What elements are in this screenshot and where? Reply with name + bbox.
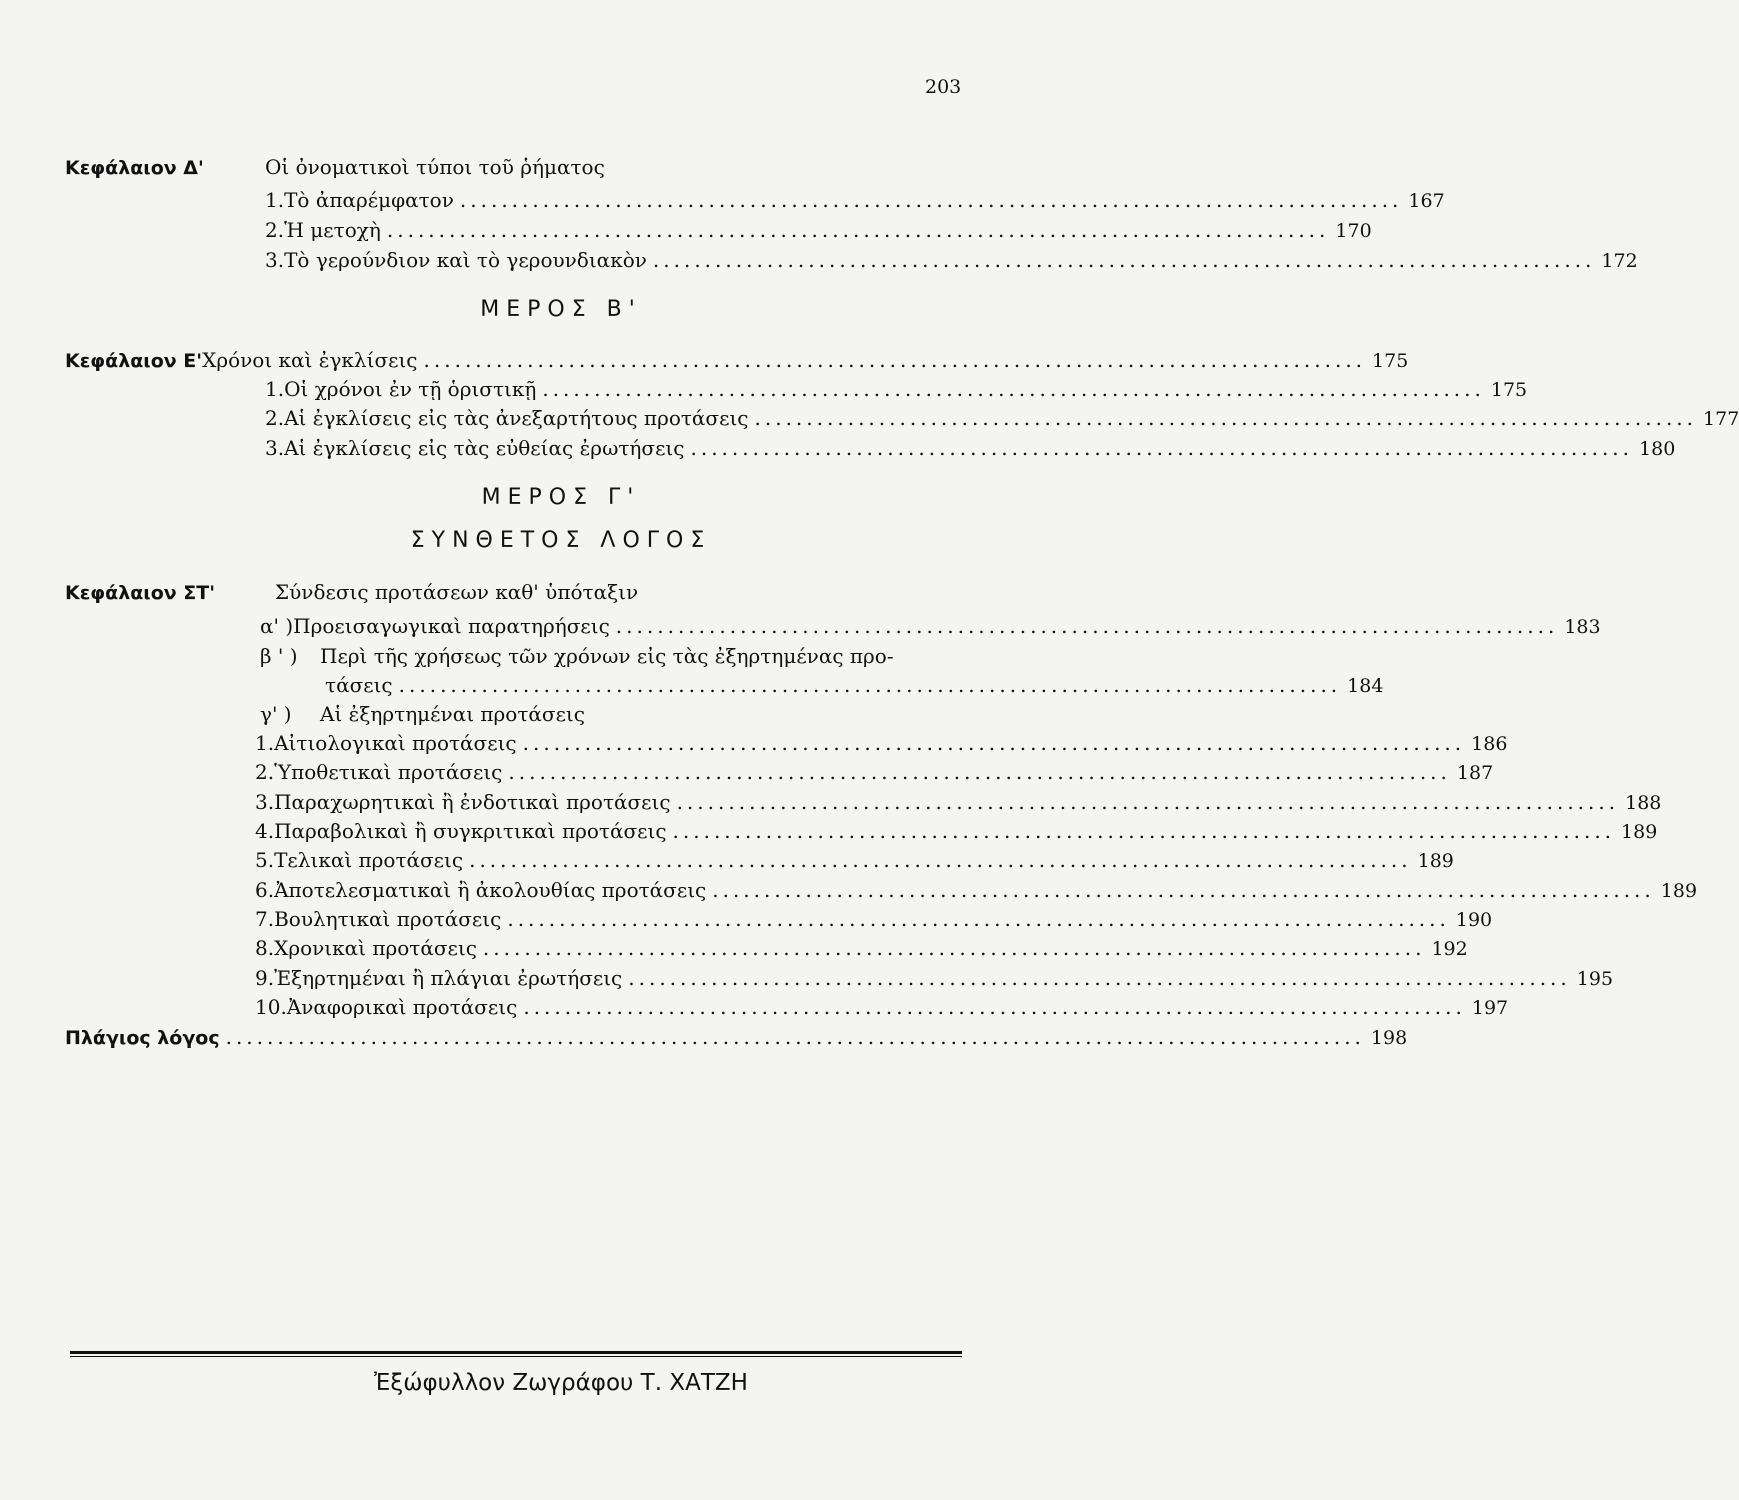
entry-page: 170 xyxy=(1335,220,1372,242)
entry-number: 1. xyxy=(265,188,285,212)
entry-number: 5. xyxy=(255,848,275,872)
part-heading: ΜΕΡΟΣ Β' xyxy=(480,297,642,322)
leader-dots: ........................................................................................... xyxy=(652,248,1596,272)
entry-number: 3. xyxy=(255,790,275,814)
entry-page: 186 xyxy=(1471,733,1508,755)
toc-entry xyxy=(255,936,1468,960)
cover-credit: Ἐξώφυλλον Ζωγράφου Τ. ΧΑΤΖΗ xyxy=(374,1370,748,1396)
entry-text: Προεισαγωγικαὶ παρατηρήσεις xyxy=(293,614,610,638)
closing-label: Πλάγιος λόγος xyxy=(65,1027,220,1049)
footer-rule xyxy=(70,1351,962,1354)
entry-text: Ὑποθετικαὶ προτάσεις xyxy=(274,760,503,784)
toc-entry xyxy=(265,377,1528,401)
leader-dots: ........................................................................................... xyxy=(459,188,1403,212)
leader-dots: ........................................................................................... xyxy=(398,673,1342,697)
entry-text: Παραβολικαὶ ἢ συγκριτικαὶ προτάσεις xyxy=(274,819,667,843)
toc-entry xyxy=(255,790,1662,814)
leader-dots: ........................................................................................... xyxy=(508,760,1451,784)
leader-dots: ........................................................................................... xyxy=(754,406,1698,430)
entry-page: 188 xyxy=(1625,792,1662,814)
entry-number: 1. xyxy=(255,731,275,755)
entry-text: Ἐξηρτημέναι ἢ πλάγιαι ἐρωτήσεις xyxy=(274,966,623,990)
chapter-title: Χρόνοι καὶ ἐγκλίσεις xyxy=(202,348,418,372)
leader-dots: ........................................................................................... xyxy=(676,790,1620,814)
toc-entry xyxy=(255,760,1494,784)
entry-text: Τὸ γερούνδιον καὶ τὸ γερουνδιακὸν xyxy=(284,248,647,272)
entry-page: 189 xyxy=(1417,850,1454,872)
chapter-label: Κεφάλαιον Ε' xyxy=(65,350,203,372)
leader-dots: ........................................................................................... xyxy=(542,377,1485,401)
entry-page: 197 xyxy=(1471,997,1509,1019)
entry-page: 177 xyxy=(1703,408,1739,430)
entry-page: 180 xyxy=(1639,438,1676,460)
chapter-heading-st xyxy=(65,580,638,604)
toc-section xyxy=(260,644,965,668)
toc-entry xyxy=(265,436,1676,460)
toc-section xyxy=(260,702,965,726)
toc-section xyxy=(260,614,1601,638)
chapter-title: Σύνδεσις προτάσεων καθ' ὑπόταξιν xyxy=(275,580,639,604)
entry-page: 184 xyxy=(1347,675,1384,697)
leader-dots: ........................................................................................... xyxy=(615,614,1559,638)
entry-text: Τελικαὶ προτάσεις xyxy=(274,848,464,872)
entry-text: Ἀποτελεσματικαὶ ἢ ἀκολουθίας προτάσεις xyxy=(274,878,707,902)
entry-page: 187 xyxy=(1456,762,1494,784)
entry-text: Αἱ ἐγκλίσεις εἰς τὰς εὐθείας ἐρωτήσεις xyxy=(284,436,685,460)
entry-text: Αἱ ἐγκλίσεις εἰς τὰς ἀνεξαρτήτους προτάσεις xyxy=(284,406,749,430)
entry-text: Βουλητικαὶ προτάσεις xyxy=(274,907,502,931)
toc-entry xyxy=(265,188,1445,212)
toc-entry xyxy=(265,218,1372,242)
footer-rule-thin xyxy=(70,1356,962,1357)
toc-entry xyxy=(255,848,1454,872)
entry-number: 2. xyxy=(255,760,275,784)
entry-number: 1. xyxy=(265,377,285,401)
leader-dots: .............................................................................................................. xyxy=(225,1025,1365,1049)
section-letter: α' ) xyxy=(260,614,294,638)
entry-number: 8. xyxy=(255,936,275,960)
section-letter: β ' ) xyxy=(260,644,298,668)
entry-number: 10. xyxy=(255,995,287,1019)
chapter-label: Κεφάλαιον Δ' xyxy=(65,157,204,179)
toc-section-continuation xyxy=(325,673,1384,697)
leader-dots: ........................................................................................... xyxy=(672,819,1616,843)
entry-text: Αἰτιολογικαὶ προτάσεις xyxy=(274,731,517,755)
toc-entry xyxy=(255,731,1508,755)
entry-number: 2. xyxy=(265,218,285,242)
entry-text: Αἱ ἐξηρτημέναι προτάσεις xyxy=(320,702,585,726)
leader-dots: ........................................................................................... xyxy=(507,907,1450,931)
entry-text: Οἱ χρόνοι ἐν τῇ ὁριστικῇ xyxy=(284,377,537,401)
chapter-title: Οἱ ὀνοματικοὶ τύποι τοῦ ῥήματος xyxy=(265,155,605,179)
toc-entry xyxy=(265,248,1638,272)
chapter-heading-e xyxy=(65,348,1409,372)
entry-page: 175 xyxy=(1372,350,1409,372)
toc-entry xyxy=(255,966,1614,990)
entry-number: 4. xyxy=(255,819,275,843)
leader-dots: ........................................................................................... xyxy=(423,348,1367,372)
toc-entry xyxy=(255,819,1658,843)
entry-page: 175 xyxy=(1490,379,1528,401)
entry-page: 190 xyxy=(1455,909,1493,931)
entry-number: 3. xyxy=(265,248,285,272)
part-heading: ΜΕΡΟΣ Γ' xyxy=(481,485,641,510)
entry-number: 3. xyxy=(265,436,285,460)
toc-entry xyxy=(255,907,1493,931)
entry-page: 189 xyxy=(1660,880,1698,902)
entry-page: 198 xyxy=(1370,1027,1408,1049)
toc-entry xyxy=(255,878,1698,902)
section-letter: γ' ) xyxy=(260,702,292,726)
part-subheading: ΣΥΝΘΕΤΟΣ ΛΟΓΟΣ xyxy=(410,528,712,553)
entry-page: 183 xyxy=(1564,616,1601,638)
entry-text: Τὸ ἀπαρέμφατον xyxy=(284,188,454,212)
entry-text: Ἡ μετοχὴ xyxy=(284,218,381,242)
leader-dots: ........................................................................................... xyxy=(469,848,1412,872)
chapter-label: Κεφάλαιον ΣΤ' xyxy=(65,582,216,604)
entry-number: 6. xyxy=(255,878,275,902)
entry-text: τάσεις xyxy=(325,673,393,697)
leader-dots: ........................................................................................... xyxy=(482,936,1426,960)
entry-number: 2. xyxy=(265,406,285,430)
entry-page: 172 xyxy=(1601,250,1638,272)
leader-dots: ........................................................................................... xyxy=(628,966,1571,990)
entry-page: 167 xyxy=(1408,190,1445,212)
chapter-heading-d xyxy=(65,155,605,179)
toc-entry-closing xyxy=(65,1025,1408,1049)
entry-number: 9. xyxy=(255,966,275,990)
entry-page: 192 xyxy=(1431,938,1468,960)
entry-text: Περὶ τῆς χρήσεως τῶν χρόνων εἰς τὰς ἐξηρτημένας προ- xyxy=(320,644,894,668)
entry-number: 7. xyxy=(255,907,275,931)
entry-text: Ἀναφορικαὶ προτάσεις xyxy=(286,995,518,1019)
entry-text: Παραχωρητικαὶ ἢ ἐνδοτικαὶ προτάσεις xyxy=(274,790,671,814)
leader-dots: ........................................................................................... xyxy=(523,995,1466,1019)
leader-dots: ........................................................................................... xyxy=(690,436,1634,460)
page-number: 203 xyxy=(925,76,962,98)
entry-page: 195 xyxy=(1576,968,1614,990)
leader-dots: ........................................................................................... xyxy=(522,731,1466,755)
entry-text: Χρονικαὶ προτάσεις xyxy=(274,936,477,960)
toc-entry xyxy=(255,995,1509,1019)
toc-entry xyxy=(265,406,1739,430)
leader-dots: ........................................................................................... xyxy=(712,878,1655,902)
leader-dots: ........................................................................................... xyxy=(386,218,1330,242)
entry-page: 189 xyxy=(1621,821,1658,843)
